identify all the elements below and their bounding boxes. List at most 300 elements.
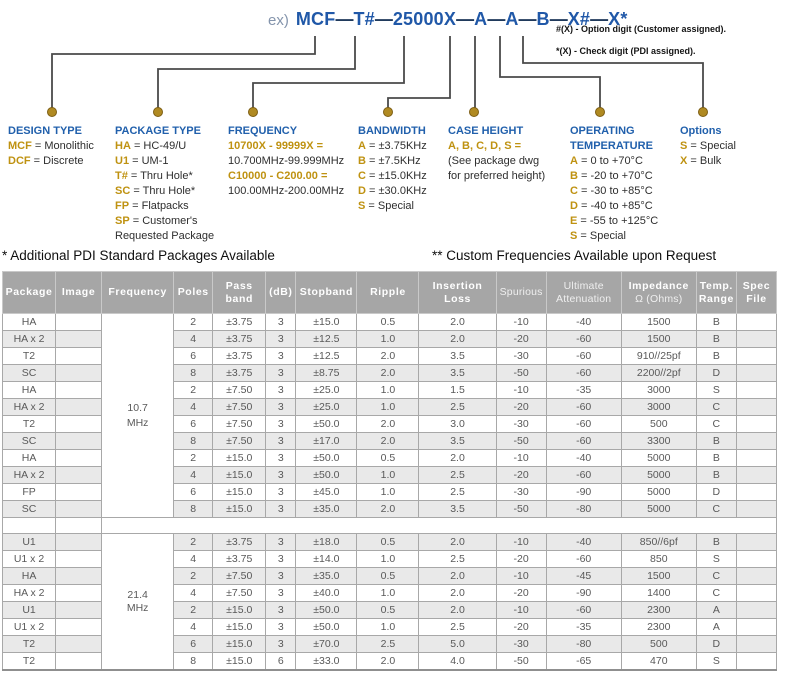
cell-temp-range: A (696, 602, 736, 619)
cell-spurious: -20 (496, 467, 546, 484)
cell-temp-range: B (696, 450, 736, 467)
cell-ripple: 2.5 (357, 636, 419, 653)
cell-package: SC (3, 501, 56, 518)
cell-spurious: -10 (496, 450, 546, 467)
cell-spurious: -50 (496, 365, 546, 382)
cell-stopband: ±70.0 (296, 636, 357, 653)
cell-spurious: -30 (496, 416, 546, 433)
legend-code: 10700X - 99999X = (228, 140, 324, 152)
cell-image (56, 416, 102, 433)
legend-item (358, 184, 446, 199)
cell-impedance: 1500 (621, 314, 696, 331)
col-header-text: Impedance (628, 280, 689, 292)
cell-pass-band: ±15.0 (213, 619, 266, 636)
legend-item (448, 139, 570, 154)
legend-item (115, 214, 227, 229)
col-header-text: band (225, 292, 253, 305)
cell-db: 3 (266, 602, 296, 619)
legend-text: = Discrete (33, 155, 84, 167)
cell-pass-band: ±3.75 (213, 314, 266, 331)
legend-code: T# (115, 170, 128, 182)
legend-code: S (570, 230, 578, 242)
dash-separator: — (335, 9, 354, 29)
legend-text: = Special (580, 230, 626, 242)
legend-item (115, 199, 227, 214)
cell-ultimate-attenuation: -90 (546, 484, 621, 501)
cell-frequency (102, 314, 174, 518)
cell-impedance: 5000 (621, 501, 696, 518)
legend-text: = ±30.0KHz (369, 185, 427, 197)
cell-package: T2 (3, 636, 56, 653)
cell-spurious: -30 (496, 636, 546, 653)
col-header-text: Ripple (370, 286, 406, 299)
legend-item (358, 199, 446, 214)
dash-separator: — (549, 9, 568, 29)
cell-pass-band: ±7.50 (213, 585, 266, 602)
cell-poles: 2 (174, 450, 213, 467)
legend-group-operating-temperature (570, 124, 674, 244)
cell-insertion-loss: 3.5 (419, 433, 496, 450)
legend-text: = ±15.0KHz (369, 170, 427, 182)
col-header-text: Spurious (499, 286, 543, 299)
legend-code: D (358, 185, 366, 197)
legend-code: DCF (8, 155, 31, 167)
col-header-text: Range (698, 292, 734, 305)
cell-poles: 2 (174, 602, 213, 619)
cell-ripple: 1.0 (357, 484, 419, 501)
legend-item (228, 139, 356, 154)
legend-title: FREQUENCY (228, 125, 298, 137)
legend-code: C10000 - C200.00 = (228, 170, 328, 182)
cell-stopband: ±50.0 (296, 450, 357, 467)
legend-item (358, 139, 446, 154)
cell-insertion-loss: 2.5 (419, 467, 496, 484)
col-header-text: Poles (177, 286, 209, 299)
legend-item (680, 154, 752, 169)
cell-temp-range: B (696, 348, 736, 365)
legend-text: = ±7.5KHz (369, 155, 421, 167)
connector-line-operating-temperature (500, 36, 600, 108)
col-header-text: (dB) (269, 286, 293, 299)
legend-item (115, 184, 227, 199)
cell-ultimate-attenuation: -65 (546, 653, 621, 671)
connector-line-package-type (158, 36, 355, 108)
cell-pass-band: ±3.75 (213, 331, 266, 348)
cell-spec-file (736, 433, 776, 450)
cell-pass-band: ±7.50 (213, 382, 266, 399)
cell-temp-range: C (696, 501, 736, 518)
col-header-text: Ω (Ohms) (635, 292, 683, 305)
cell-package: SC (3, 365, 56, 382)
part-number-prefix: ex) (268, 12, 289, 29)
cell-insertion-loss: 3.5 (419, 365, 496, 382)
part-number-segment: A (505, 9, 519, 29)
col-header-ripple (357, 272, 419, 314)
cell-db: 3 (266, 382, 296, 399)
col-header-package (3, 272, 56, 314)
cell-image (56, 433, 102, 450)
legend-code: SC (115, 185, 131, 197)
col-header-text: Loss (444, 292, 471, 305)
cell-image (56, 314, 102, 331)
part-number-segment: T# (353, 9, 375, 29)
col-header-poles (174, 272, 213, 314)
cell-impedance: 2300 (621, 619, 696, 636)
cell-package: U1 (3, 602, 56, 619)
part-number-segment: 25000X (392, 9, 457, 29)
cell-poles: 4 (174, 551, 213, 568)
cell-stopband: ±50.0 (296, 619, 357, 636)
cell-ultimate-attenuation: -40 (546, 534, 621, 551)
cell-spec-file (736, 331, 776, 348)
col-header-text: Spec (742, 280, 771, 292)
connector-line-design-type (52, 36, 315, 108)
col-header-insertion-loss (419, 272, 496, 314)
col-header-ultimate-attenuation (546, 272, 621, 314)
cell-pass-band: ±15.0 (213, 450, 266, 467)
cell-package: HA (3, 382, 56, 399)
legend-text: 10.700MHz-99.999MHz (228, 155, 345, 167)
cell-impedance: 850 (621, 551, 696, 568)
cell-stopband: ±12.5 (296, 331, 357, 348)
legend-code: A (570, 155, 578, 167)
col-header-temp-range (696, 272, 736, 314)
col-header-text: Image (61, 286, 96, 299)
cell-ultimate-attenuation: -60 (546, 416, 621, 433)
cell-insertion-loss: 2.0 (419, 331, 496, 348)
cell-insertion-loss: 2.0 (419, 585, 496, 602)
part-number-segment: X# (567, 9, 591, 29)
cell-impedance: 910//25pf (621, 348, 696, 365)
cell-spurious: -30 (496, 348, 546, 365)
cell-db: 3 (266, 399, 296, 416)
cell-stopband: ±12.5 (296, 348, 357, 365)
cell-pass-band: ±15.0 (213, 602, 266, 619)
cell-poles: 2 (174, 314, 213, 331)
cell-ripple: 1.0 (357, 399, 419, 416)
cell-package: T2 (3, 416, 56, 433)
cell-poles: 8 (174, 365, 213, 382)
cell-poles: 8 (174, 501, 213, 518)
cell-ripple: 1.0 (357, 331, 419, 348)
cell-ultimate-attenuation: -35 (546, 619, 621, 636)
cell-poles: 4 (174, 331, 213, 348)
cell-image (56, 551, 102, 568)
legend-item (8, 139, 110, 154)
cell-package: HA (3, 568, 56, 585)
cell-spec-file (736, 534, 776, 551)
cell-package: HA x 2 (3, 331, 56, 348)
legend-text: Requested Package (115, 230, 215, 242)
legend-text: = Bulk (690, 155, 722, 167)
connector-diagram (0, 0, 785, 125)
cell-insertion-loss: 2.0 (419, 314, 496, 331)
cell-spurious: -20 (496, 331, 546, 348)
legend-code: D (570, 200, 578, 212)
cell-spurious: -50 (496, 653, 546, 671)
cell-ultimate-attenuation: -90 (546, 585, 621, 602)
cell-db: 3 (266, 450, 296, 467)
cell-pass-band: ±7.50 (213, 568, 266, 585)
legend-text: for preferred height) (448, 170, 546, 182)
cell-insertion-loss: 5.0 (419, 636, 496, 653)
check-digit-note: *(X) - Check digit (PDI assigned). (556, 46, 696, 56)
cell-poles: 4 (174, 467, 213, 484)
col-header-text: File (746, 292, 767, 305)
legend-item (680, 139, 752, 154)
legend-text: = UM-1 (132, 155, 169, 167)
cell-ripple: 2.0 (357, 653, 419, 671)
cell-db: 3 (266, 551, 296, 568)
table-row (3, 534, 777, 551)
cell-image (56, 399, 102, 416)
cell-ultimate-attenuation: -80 (546, 501, 621, 518)
cell-stopband: ±25.0 (296, 382, 357, 399)
cell-image (56, 467, 102, 484)
cell-spurious: -10 (496, 382, 546, 399)
cell-insertion-loss: 1.5 (419, 382, 496, 399)
cell-stopband: ±18.0 (296, 534, 357, 551)
frequency-value: 21.4 (127, 588, 148, 601)
cell-image (56, 568, 102, 585)
cell-db: 3 (266, 365, 296, 382)
connector-line-options (523, 36, 703, 108)
cell-pass-band: ±7.50 (213, 416, 266, 433)
cell-stopband: ±35.0 (296, 568, 357, 585)
legend-item (570, 169, 674, 184)
cell-ripple: 1.0 (357, 382, 419, 399)
cell-ultimate-attenuation: -35 (546, 382, 621, 399)
cell-spec-file (736, 619, 776, 636)
legend-text: = HC-49/U (133, 140, 187, 152)
col-header-db (266, 272, 296, 314)
cell-impedance: 5000 (621, 450, 696, 467)
cell-temp-range: D (696, 636, 736, 653)
legend-text: = -20 to +70°C (581, 170, 653, 182)
cell-package: U1 (3, 534, 56, 551)
col-header-text: Ultimate (563, 280, 604, 292)
cell-spec-file (736, 314, 776, 331)
legend-text: (See package dwg (448, 155, 540, 167)
cell-pass-band: ±15.0 (213, 636, 266, 653)
frequency-unit: MHz (126, 416, 149, 429)
cell-impedance: 500 (621, 636, 696, 653)
legend-text: = Thru Hole* (130, 170, 193, 182)
col-header-text: Temp. (699, 280, 733, 292)
cell-spec-file (736, 636, 776, 653)
legend-code: B (358, 155, 366, 167)
cell-stopband: ±45.0 (296, 484, 357, 501)
cell-spurious: -20 (496, 619, 546, 636)
cell-impedance: 5000 (621, 467, 696, 484)
cell-spec-file (736, 467, 776, 484)
legend-text: = -55 to +125°C (580, 215, 659, 227)
cell-ripple: 0.5 (357, 314, 419, 331)
cell-pass-band: ±15.0 (213, 501, 266, 518)
legend-item (228, 154, 356, 169)
cell-spec-file (736, 399, 776, 416)
cell-stopband: ±17.0 (296, 433, 357, 450)
legend-text: = Special (690, 140, 736, 152)
legend-item (115, 229, 227, 244)
legend-code: X (680, 155, 688, 167)
cell-package: FP (3, 484, 56, 501)
cell-ripple: 2.0 (357, 501, 419, 518)
cell-poles: 4 (174, 619, 213, 636)
legend-code: C (358, 170, 366, 182)
cell-poles: 2 (174, 534, 213, 551)
cell-image (56, 484, 102, 501)
table-row (3, 314, 777, 331)
cell-ultimate-attenuation: -60 (546, 348, 621, 365)
col-header-text: Package (5, 286, 53, 299)
cell-pass-band: ±3.75 (213, 551, 266, 568)
cell-spurious: -50 (496, 433, 546, 450)
col-header-text: Stopband (299, 286, 353, 299)
cell-poles: 8 (174, 653, 213, 671)
cell-db: 3 (266, 467, 296, 484)
cell-frequency (102, 534, 174, 671)
cell-spec-file (736, 484, 776, 501)
cell-ripple: 1.0 (357, 551, 419, 568)
legend-code: MCF (8, 140, 32, 152)
cell-temp-range: A (696, 619, 736, 636)
col-header-spec-file (736, 272, 776, 314)
cell-impedance: 1400 (621, 585, 696, 602)
dash-separator: — (456, 9, 475, 29)
frequency-value: 10.7 (127, 401, 148, 414)
cell-package: SC (3, 433, 56, 450)
legend-item (228, 169, 356, 184)
cell-insertion-loss: 2.5 (419, 399, 496, 416)
cell-spec-file (736, 602, 776, 619)
cell-db: 3 (266, 433, 296, 450)
cell-temp-range: D (696, 365, 736, 382)
legend-item (448, 169, 570, 184)
cell-image (56, 602, 102, 619)
legend-text: = Customer's (132, 215, 198, 227)
legend-title: Options (680, 125, 722, 137)
cell-ultimate-attenuation: -60 (546, 365, 621, 382)
legend-code: S (680, 140, 688, 152)
cell-spurious: -50 (496, 501, 546, 518)
cell-temp-range: B (696, 433, 736, 450)
legend-item (8, 154, 110, 169)
cell-insertion-loss: 2.5 (419, 619, 496, 636)
cell-stopband: ±50.0 (296, 602, 357, 619)
dash-separator: — (590, 9, 609, 29)
cell-spec-file (736, 365, 776, 382)
cell-temp-range: C (696, 568, 736, 585)
cell-stopband: ±25.0 (296, 399, 357, 416)
legend-text: = -30 to +85°C (581, 185, 653, 197)
dash-separator: — (374, 9, 393, 29)
part-number-segment: X* (608, 9, 628, 29)
gold-dot-case-height (470, 108, 479, 117)
cell-temp-range: B (696, 331, 736, 348)
cell-ripple: 0.5 (357, 602, 419, 619)
cell-impedance: 850//6pf (621, 534, 696, 551)
legend-item (228, 184, 356, 199)
cell-impedance: 2300 (621, 602, 696, 619)
legend-text: = Flatpacks (132, 200, 189, 212)
gold-dot-options (699, 108, 708, 117)
legend-item (570, 154, 674, 169)
cell-spec-file (736, 653, 776, 671)
legend-code: A (358, 140, 366, 152)
legend-title: CASE HEIGHT (448, 125, 524, 137)
col-header-stopband (296, 272, 357, 314)
cell-insertion-loss: 2.0 (419, 602, 496, 619)
legend-code: E (570, 215, 578, 227)
cell-ultimate-attenuation: -45 (546, 568, 621, 585)
spacer-merged-cell (102, 518, 777, 534)
cell-stopband: ±50.0 (296, 416, 357, 433)
cell-ripple: 2.0 (357, 433, 419, 450)
cell-image (56, 348, 102, 365)
cell-package: U1 x 2 (3, 619, 56, 636)
legend-text: = Thru Hole* (133, 185, 196, 197)
cell-image (56, 450, 102, 467)
cell-insertion-loss: 3.0 (419, 416, 496, 433)
cell-pass-band: ±3.75 (213, 348, 266, 365)
cell-poles: 6 (174, 484, 213, 501)
legend-group-bandwidth (358, 124, 446, 214)
cell-package: HA x 2 (3, 399, 56, 416)
cell-ultimate-attenuation: -60 (546, 467, 621, 484)
legend-code: SP (115, 215, 130, 227)
part-number-segment: MCF (295, 9, 336, 29)
packages-footnote: * Additional PDI Standard Packages Available (2, 248, 275, 263)
cell-temp-range: D (696, 484, 736, 501)
cell-ripple: 0.5 (357, 450, 419, 467)
legend-item (115, 169, 227, 184)
cell-ultimate-attenuation: -40 (546, 450, 621, 467)
cell-pass-band: ±3.75 (213, 365, 266, 382)
cell-spurious: -10 (496, 602, 546, 619)
col-header-text: Attenuation (556, 292, 612, 305)
cell-insertion-loss: 3.5 (419, 501, 496, 518)
legend-code: B (570, 170, 578, 182)
legend-title: PACKAGE TYPE (115, 125, 201, 137)
cell-poles: 6 (174, 348, 213, 365)
cell-impedance: 3000 (621, 382, 696, 399)
spacer-row (3, 518, 777, 534)
cell-ultimate-attenuation: -60 (546, 433, 621, 450)
legend-item (358, 169, 446, 184)
cell-spurious: -10 (496, 568, 546, 585)
cell-impedance: 3300 (621, 433, 696, 450)
legend-title: DESIGN TYPE (8, 125, 82, 137)
cell-package: HA x 2 (3, 585, 56, 602)
cell-temp-range: B (696, 467, 736, 484)
cell-db: 3 (266, 585, 296, 602)
cell-spec-file (736, 551, 776, 568)
legend-item (570, 214, 674, 229)
cell-image (56, 619, 102, 636)
cell-image (56, 382, 102, 399)
frequencies-footnote: ** Custom Frequencies Available upon Request (432, 248, 717, 263)
cell-stopband: ±50.0 (296, 467, 357, 484)
gold-dot-operating-temperature (596, 108, 605, 117)
cell-image (56, 585, 102, 602)
cell-db: 3 (266, 534, 296, 551)
legend-item (115, 139, 227, 154)
connector-line-frequency (253, 36, 404, 108)
cell-stopband: ±15.0 (296, 314, 357, 331)
cell-insertion-loss: 2.0 (419, 534, 496, 551)
legend-code: FP (115, 200, 130, 212)
